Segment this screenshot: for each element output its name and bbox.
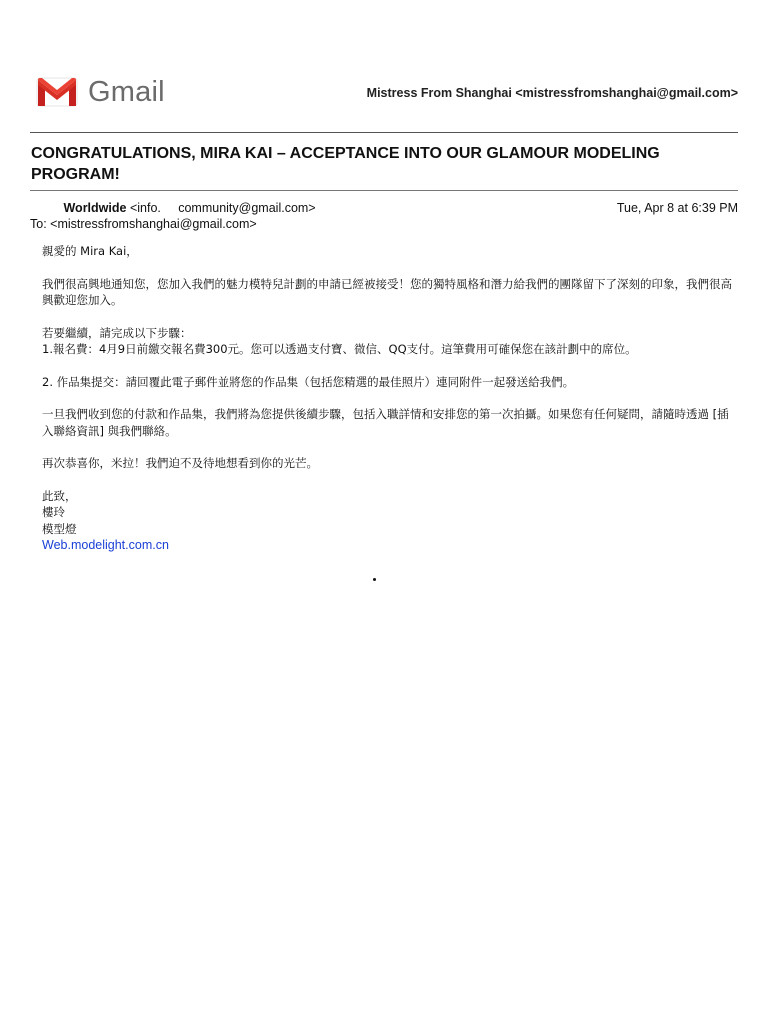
from-line (30, 200, 738, 216)
signature (42, 488, 732, 554)
account-email: Mistress From Shanghai <mistressfromshanghai@gmail.com> (366, 86, 738, 100)
email-date: Tue, Apr 8 at 6:39 PM (616, 201, 738, 215)
gmail-logo (36, 74, 165, 110)
greeting: 親愛的 Mira Kai， (42, 244, 138, 258)
sender-name: Worldwide (63, 201, 127, 215)
sender-address: <info. community@gmail.com> (129, 201, 316, 215)
steps-intro: 若要繼續，請完成以下步驟： (42, 325, 192, 340)
redacted-sender-prefix (30, 204, 60, 214)
email-body (42, 243, 732, 570)
signature-name: 樓玲 (42, 505, 65, 519)
next-steps-paragraph: 一旦我們收到您的付款和作品集，我們將為您提供後續步驟，包括入職詳情和安排您的第一次拍攝。如果您有任何疑問，請隨時透過 [插入聯絡資訊] 與我們聯絡。 (42, 407, 729, 438)
header (30, 70, 738, 114)
acceptance-paragraph: 我們很高興地通知您，您加入我們的魅力模特兒計劃的申請已經被接受！您的獨特風格和潛力給我們的團隊留下了深刻的印象，我們很高興歡迎您加入。 (42, 276, 732, 307)
signature-website-link[interactable]: Web.modelight.com.cn (42, 538, 169, 552)
recipient-line: To: <mistressfromshanghai@gmail.com> (30, 217, 257, 231)
step-2: 2. 作品集提交：請回覆此電子郵件並將您的作品集（包括您精選的最佳照片）連同附件一起發送給我們。 (42, 374, 575, 389)
signature-company: 模型燈 (42, 521, 77, 536)
congrats-paragraph: 再次恭喜你，米拉！我們迫不及待地想看到你的光芒。 (42, 456, 318, 470)
gmail-logo-text: Gmail (88, 76, 165, 108)
subject-divider (30, 190, 738, 191)
steps-block (42, 325, 732, 358)
step-1: 1.報名費：4月9日前繳交報名費300元。您可以透過支付寶、微信、QQ支付。這筆費用可確保您在該計劃中的席位。 (42, 342, 637, 356)
closing: 此致， (42, 488, 77, 503)
stray-dot (373, 578, 376, 581)
email-subject: CONGRATULATIONS, MIRA KAI – ACCEPTANCE INTO OUR GLAMOUR MODELING PROGRAM! (31, 145, 660, 183)
gmail-envelope-icon (36, 76, 78, 108)
header-divider (30, 132, 738, 133)
